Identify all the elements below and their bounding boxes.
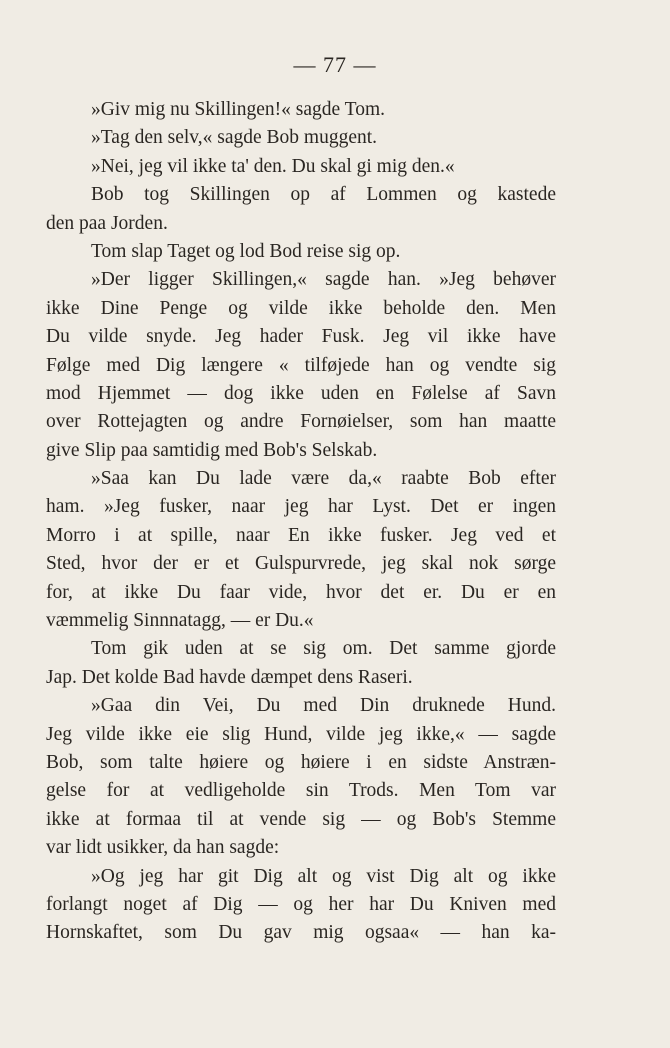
text-line: »Giv mig nu Skillingen!« sagde Tom. bbox=[91, 99, 386, 120]
body-text bbox=[46, 96, 556, 948]
text-line: »Nei, jeg vil ikke ta' den. Du skal gi mig den.« bbox=[91, 155, 455, 177]
text-line: Morro i at spille, naar En ikke fusker. Jeg ved et bbox=[46, 524, 556, 546]
text-line: ham. »Jeg fusker, naar jeg har Lyst. Det er ingen bbox=[46, 496, 556, 518]
text-line: »Saa kan Du lade være da,« raabte Bob efter bbox=[91, 468, 556, 490]
text-line: Bob tog Skillingen op af Lommen og kastede bbox=[91, 184, 556, 206]
text-line: Jap. Det kolde Bad havde dæmpet dens Raseri. bbox=[46, 666, 413, 688]
page-number: — 77 — bbox=[293, 52, 377, 77]
text-line: »Gaa din Vei, Du med Din druknede Hund. bbox=[91, 695, 556, 717]
text-line: Du vilde snyde. Jeg hader Fusk. Jeg vil ikke have bbox=[46, 326, 556, 348]
text-line: over Rottejagten og andre Fornøielser, som han maatte bbox=[46, 411, 556, 433]
text-line: væmmelig Sinnnatagg, — er Du.« bbox=[46, 610, 314, 632]
text-line: Jeg vilde ikke eie slig Hund, vilde jeg ikke,« — sagde bbox=[46, 723, 556, 745]
text-line: give Slip paa samtidig med Bob's Selskab. bbox=[46, 439, 378, 461]
text-line: Bob, som talte høiere og høiere i en sidste Anstræn- bbox=[46, 751, 556, 773]
text-line: »Tag den selv,« sagde Bob muggent. bbox=[91, 127, 378, 149]
text-line: Hornskaftet, som Du gav mig ogsaa« — han ka- bbox=[46, 922, 556, 944]
text-line: Tom gik uden at se sig om. Det samme gjorde bbox=[91, 638, 556, 660]
text-line: for, at ikke Du faar vide, hvor det er. Du er en bbox=[46, 581, 556, 603]
text-line: mod Hjemmet — dog ikke uden en Følelse af Savn bbox=[46, 382, 556, 404]
text-line: forlangt noget af Dig — og her har Du Kniven med bbox=[46, 893, 556, 915]
text-line: var lidt usikker, da han sagde: bbox=[46, 837, 280, 859]
text-line: den paa Jorden. bbox=[46, 212, 168, 234]
text-line: Følge med Dig længere « tilføjede han og vendte sig bbox=[46, 354, 556, 376]
text-line: gelse for at vedligeholde sin Trods. Men Tom var bbox=[46, 780, 556, 802]
text-line: Sted, hvor der er et Gulspurvrede, jeg skal nok sørge bbox=[46, 553, 556, 575]
text-line: ikke Dine Penge og vilde ikke beholde den. Men bbox=[46, 297, 556, 319]
text-line: »Der ligger Skillingen,« sagde han. »Jeg behøver bbox=[91, 269, 556, 291]
text-line: ikke at formaa til at vende sig — og Bob's Stemme bbox=[46, 808, 556, 830]
text-line: »Og jeg har git Dig alt og vist Dig alt og ikke bbox=[91, 865, 556, 887]
text-line: Tom slap Taget og lod Bod reise sig op. bbox=[91, 240, 401, 262]
